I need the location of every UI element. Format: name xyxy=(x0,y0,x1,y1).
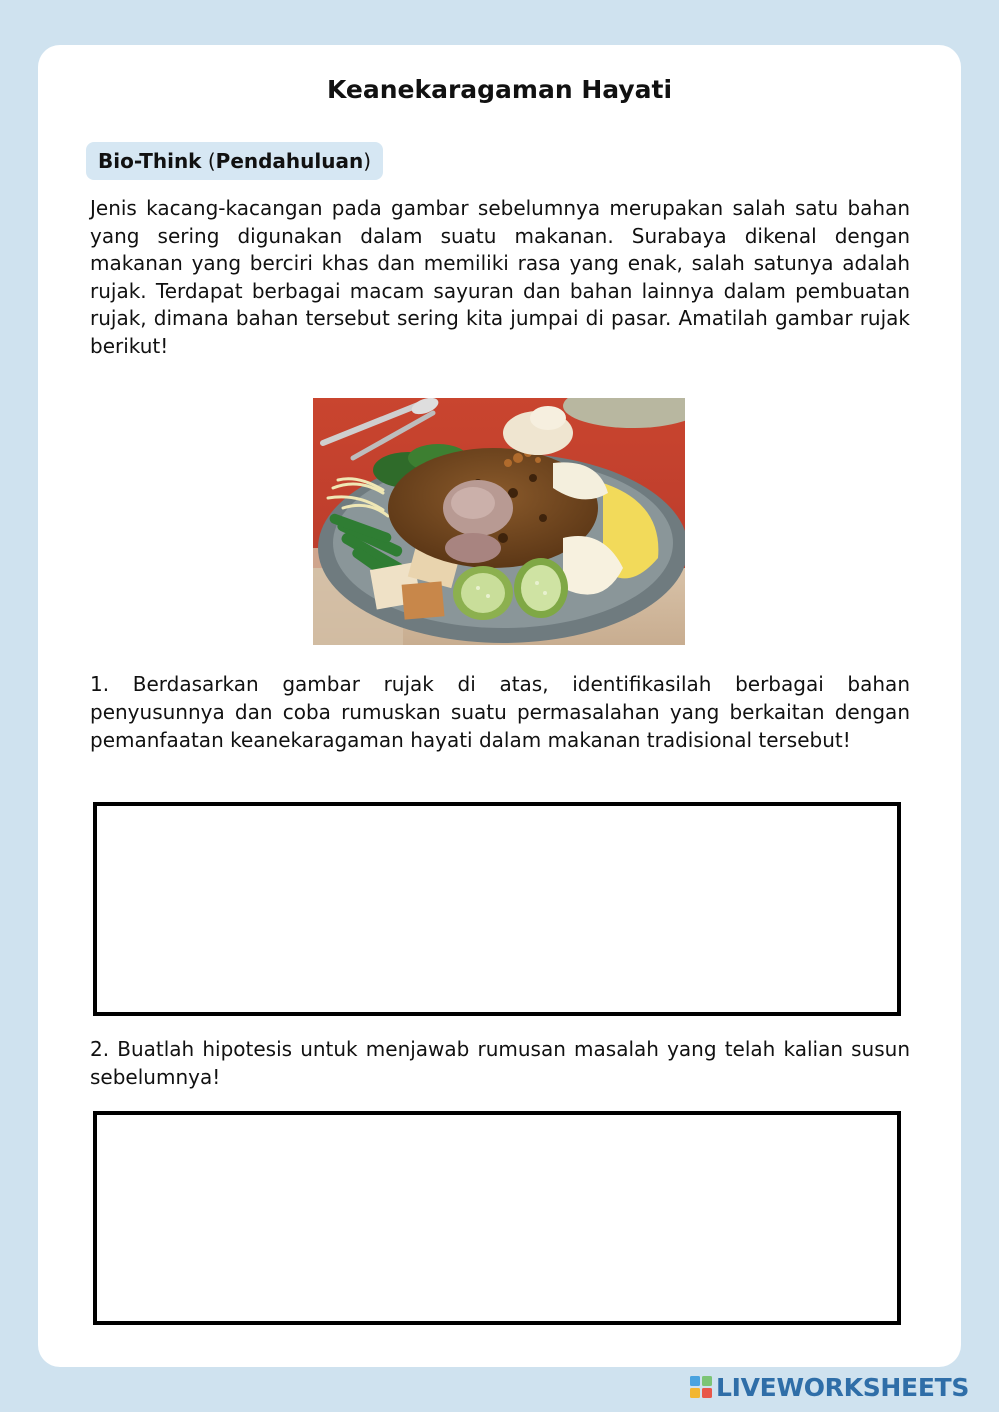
section-label xyxy=(86,142,383,180)
liveworksheets-brand xyxy=(690,1374,969,1400)
intro-paragraph: Jenis kacang-kacangan pada gambar sebelumnya merupakan salah satu bahan yang sering digunakan dalam suatu makanan. Surabaya dikenal dengan makanan yang berciri khas dan memiliki rasa yang enak, salah satunya adalah rujak. Terdapat berbagai macam sayuran dan bahan lainnya dalam pembuatan rujak, dimana bahan tersebut sering kita jumpai di pasar. Amatilah gambar rujak berikut! xyxy=(90,196,910,358)
section-label-paren-close: ) xyxy=(363,149,372,173)
page-title: Keanekaragaman Hayati xyxy=(326,75,673,104)
rujak-photo-illustration xyxy=(313,398,685,645)
worksheet-page xyxy=(38,45,961,1367)
section-label-subtitle: Pendahuluan xyxy=(215,149,364,173)
answer-box-2[interactable] xyxy=(93,1111,901,1325)
liveworksheets-wordmark: LIVEWORKSHEETS xyxy=(716,1372,970,1402)
section-label-name: Bio-Think xyxy=(98,149,202,173)
question-2: 2. Buatlah hipotesis untuk menjawab rumusan masalah yang telah kalian susun sebelumnya! xyxy=(90,1037,910,1089)
liveworksheets-logo-icon xyxy=(690,1376,712,1398)
section-label-paren-open: ( xyxy=(201,149,216,173)
answer-box-1[interactable] xyxy=(93,802,901,1016)
rujak-photo xyxy=(313,398,685,645)
question-1: 1. Berdasarkan gambar rujak di atas, identifikasilah berbagai bahan penyusunnya dan coba rumuskan suatu permasalahan yang berkaitan dengan pemanfaatan keanekaragaman hayati dalam makanan tradisional tersebut! xyxy=(90,672,910,752)
